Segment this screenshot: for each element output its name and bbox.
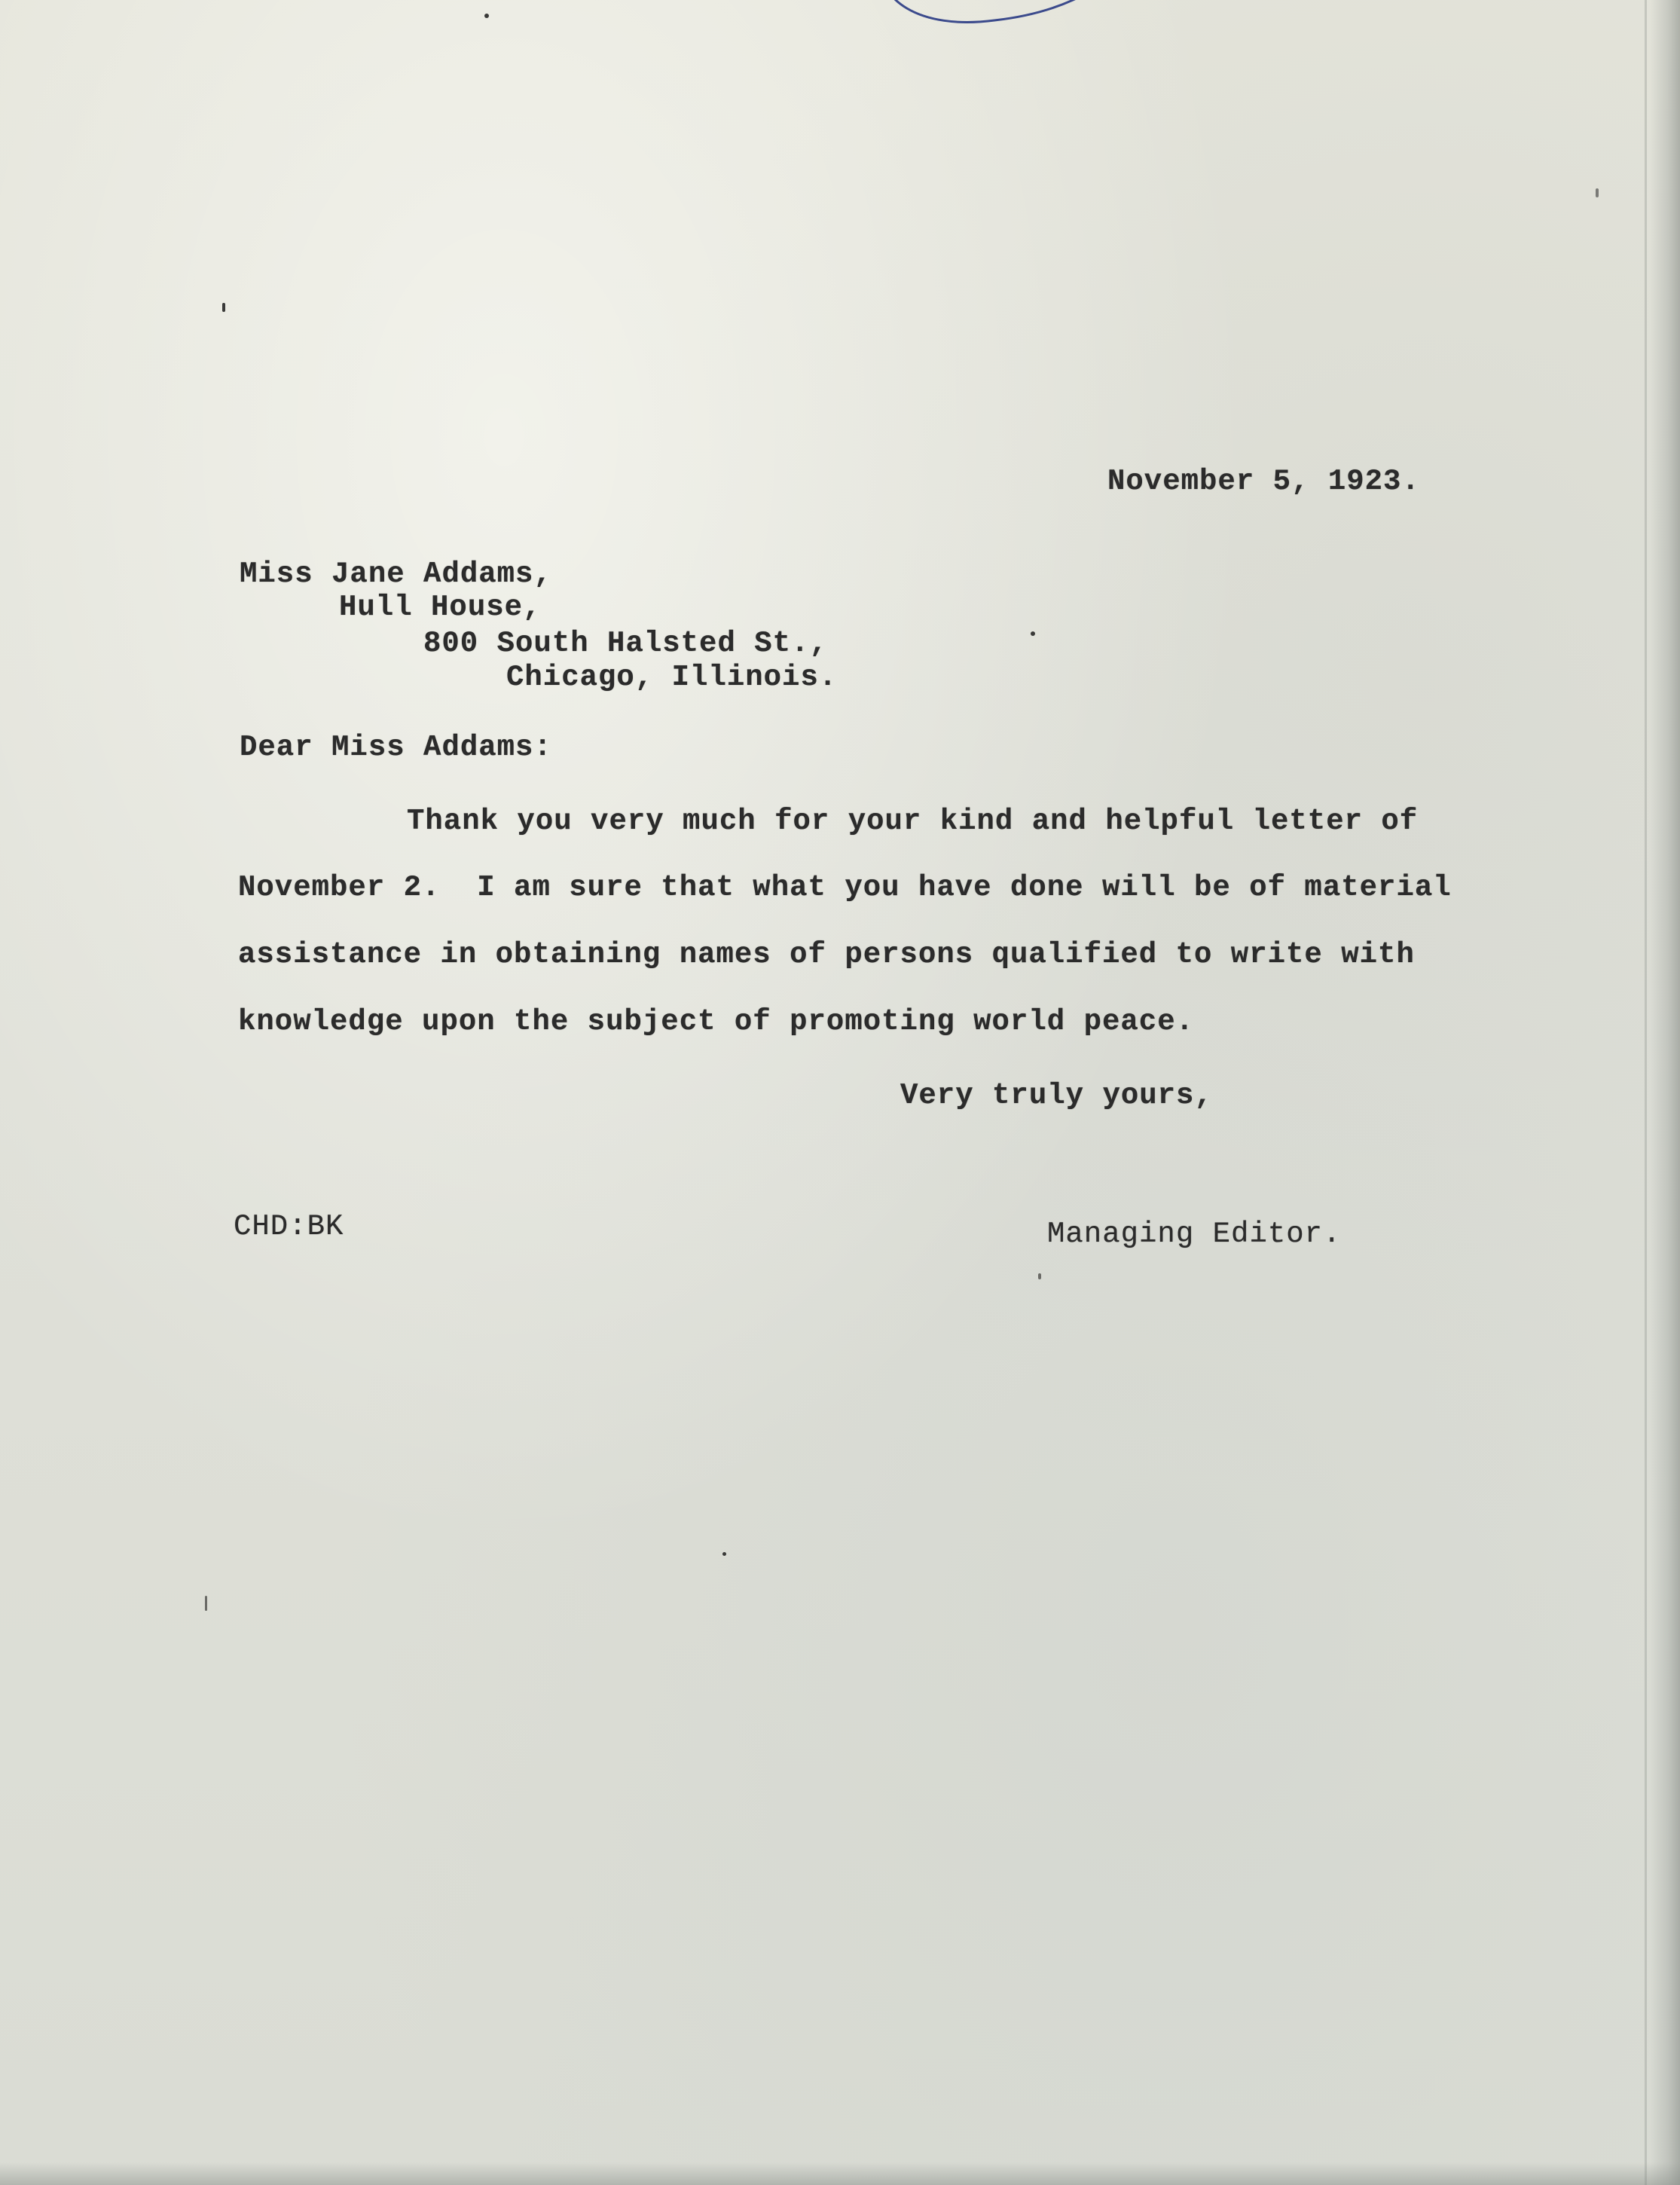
reference-initials: CHD:BK (234, 1210, 344, 1243)
body-line: November 2. I am sure that what you have done will be of material (238, 871, 1452, 904)
recipient-name: Miss Jane Addams, (240, 558, 552, 591)
letter-date: November 5, 1923. (1107, 465, 1420, 498)
paper-speck (722, 1552, 726, 1556)
salutation: Dear Miss Addams: (240, 731, 552, 764)
paper-speck (484, 14, 489, 18)
page-bottom-shadow (0, 2162, 1680, 2185)
paper-speck (1038, 1273, 1041, 1279)
paper-speck (1031, 631, 1035, 636)
recipient-organization: Hull House, (339, 591, 542, 624)
body-line: knowledge upon the subject of promoting world peace. (238, 1005, 1194, 1038)
page-fold-line (1645, 0, 1647, 2185)
page-shadow-edge (1650, 0, 1680, 2185)
paper-speck (222, 303, 225, 312)
paper-speck (1596, 188, 1599, 197)
closing: Very truly yours, (900, 1079, 1213, 1112)
recipient-city: Chicago, Illinois. (506, 661, 838, 694)
pen-ink-circle-mark (874, 0, 1133, 45)
body-line: assistance in obtaining names of persons qualified to write with (238, 938, 1415, 971)
paper-speck (205, 1596, 207, 1611)
body-line: Thank you very much for your kind and helpful letter of (407, 805, 1419, 838)
signature-title: Managing Editor. (1047, 1218, 1342, 1251)
recipient-street: 800 South Halsted St., (423, 627, 828, 660)
